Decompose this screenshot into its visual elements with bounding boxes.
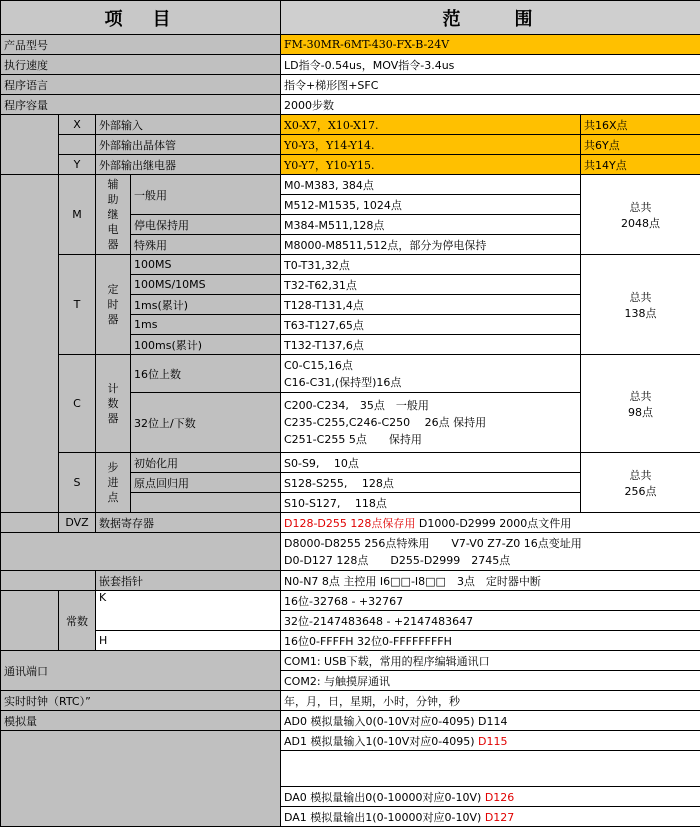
c-code: C <box>59 355 96 453</box>
language-label: 程序语言 <box>1 75 281 95</box>
analog-out0 <box>281 787 700 807</box>
analog-out1-text: DA1 模拟量输出1(0-10000对应0-10V) <box>284 811 485 824</box>
t-group-label <box>96 255 131 355</box>
row-capacity <box>1 95 700 115</box>
d-file-range: D1000-D2999 2000点文件用 <box>415 517 571 530</box>
t-group-char: 定 <box>99 282 127 297</box>
c-group-char: 器 <box>99 411 127 426</box>
m-item-range: M0-M383, 384点 <box>281 175 581 195</box>
s-item-range: S0-S9, 10点 <box>281 453 581 473</box>
register-group-blank <box>1 175 59 513</box>
language-value: 指令+梯形图+SFC <box>281 75 700 95</box>
d-blank-2 <box>1 533 281 571</box>
capacity-value: 2000步数 <box>281 95 700 115</box>
comm-label: 通讯端口 <box>1 651 281 691</box>
header-item: 项 目 <box>1 1 281 35</box>
m-code: M <box>59 175 96 255</box>
c-item-range <box>281 355 581 393</box>
m-group-char: 电 <box>99 222 127 237</box>
analog-out1-reg: D127 <box>485 811 514 824</box>
t-total <box>581 255 700 355</box>
row-language <box>1 75 700 95</box>
rtc-label: 实时时钟（RTC）” <box>1 691 281 711</box>
input-range: X0-X7，X10-X17. <box>281 115 581 135</box>
row-const-h <box>1 631 700 651</box>
analog-in0-reg: D114 <box>478 715 507 728</box>
m-total-line: 2048点 <box>584 215 697 231</box>
c-group-label <box>96 355 131 453</box>
s-group-char: 进 <box>99 475 127 490</box>
analog-in0-text: AD0 模拟量输入0(0-10V对应0-4095) <box>284 715 478 728</box>
t-group-char: 器 <box>99 312 127 327</box>
analog-in1-reg: D115 <box>478 735 507 748</box>
comm-line: COM2: 与触摸屏通讯 <box>281 671 700 691</box>
m-item-range: M512-M1535, 1024点 <box>281 195 581 215</box>
m-item-name: 一般用 <box>131 175 281 215</box>
analog-in1-text: AD1 模拟量输入1(0-10V对应0-4095) <box>284 735 478 748</box>
analog-label: 模拟量 <box>1 711 281 731</box>
const-k-range: 32位-2147483648 - +2147483647 <box>281 611 700 631</box>
t-item-range: T32-T62,31点 <box>281 275 581 295</box>
analog-out0-text: DA0 模拟量输出0(0-10000对应0-10V) <box>284 791 485 804</box>
model-value: FM-30MR-6MT-430-FX-B-24V <box>281 35 700 55</box>
comm-line: COM1: USB下载，常用的程序编辑通讯口 <box>281 651 700 671</box>
d-code: DVZ <box>59 513 96 533</box>
t-item-range: T0-T31,32点 <box>281 255 581 275</box>
row-input-x <box>1 115 700 135</box>
rtc-value: 年，月，日，星期，小时，分钟，秒 <box>281 691 700 711</box>
t-item-name: 100MS <box>131 255 281 275</box>
analog-out0-reg: D126 <box>485 791 514 804</box>
analog-blank <box>1 731 281 827</box>
row-comm-0 <box>1 651 700 671</box>
t-total-line: 总共 <box>584 289 697 305</box>
analog-out1 <box>281 807 700 827</box>
c-total <box>581 355 700 453</box>
const-h-range: 16位0-FFFFH 32位0-FFFFFFFFH <box>281 631 700 651</box>
t-code: T <box>59 255 96 355</box>
c-total-line: 98点 <box>584 404 697 420</box>
nest-blank <box>1 571 96 591</box>
s-group-char: 点 <box>99 490 127 505</box>
m-group-char: 器 <box>99 237 127 252</box>
s-item-name <box>131 493 281 513</box>
c-group-char: 计 <box>99 381 127 396</box>
capacity-label: 程序容量 <box>1 95 281 115</box>
m-item-range: M384-M511,128点 <box>281 215 581 235</box>
row-s-0 <box>1 453 700 473</box>
t-item-name: 100ms(累计) <box>131 335 281 355</box>
row-model <box>1 35 700 55</box>
output-transistor-code <box>59 135 96 155</box>
row-d-1 <box>1 533 700 571</box>
d-range-line3: D0-D127 128点 D255-D2999 2745点 <box>284 552 697 569</box>
input-total: 共16X点 <box>581 115 700 135</box>
output-relay-total: 共14Y点 <box>581 155 700 175</box>
const-k-range: 16位-32768 - +32767 <box>281 591 700 611</box>
d-range-line2: D8000-D8255 256点特殊用 V7-V0 Z7-Z0 16点变址用 <box>284 535 697 552</box>
t-total-line: 138点 <box>584 305 697 321</box>
t-item-name: 1ms <box>131 315 281 335</box>
analog-in1 <box>281 731 700 751</box>
m-item-range: M8000-M8511,512点，部分为停电保持 <box>281 235 581 255</box>
row-c-0 <box>1 355 700 393</box>
output-relay-range: Y0-Y7，Y10-Y15. <box>281 155 581 175</box>
m-group-char: 辅 <box>99 177 127 192</box>
io-group-blank <box>1 115 59 175</box>
s-item-range: S10-S127, 118点 <box>281 493 581 513</box>
row-d-0 <box>1 513 700 533</box>
c-total-line: 总共 <box>584 388 697 404</box>
output-transistor-name: 外部输出晶体管 <box>96 135 281 155</box>
const-h-code: H <box>96 631 281 651</box>
t-item-range: T128-T131,4点 <box>281 295 581 315</box>
d-blank <box>1 513 59 533</box>
s-total <box>581 453 700 513</box>
c-group-char: 数 <box>99 396 127 411</box>
m-group-label <box>96 175 131 255</box>
output-relay-name: 外部输出继电器 <box>96 155 281 175</box>
row-const-k-0 <box>1 591 700 611</box>
c-range-line: C235-C255,C246-C250 26点 保持用 <box>284 414 577 431</box>
const-blank <box>1 591 59 651</box>
s-total-line: 256点 <box>584 483 697 499</box>
s-item-name: 初始化用 <box>131 453 281 473</box>
input-code: X <box>59 115 96 135</box>
table-header-row <box>1 1 700 35</box>
const-label: 常数 <box>59 591 96 651</box>
d-name: 数据寄存器 <box>96 513 281 533</box>
row-speed <box>1 55 700 75</box>
row-output-transistor <box>1 135 700 155</box>
m-item-name: 停电保持用 <box>131 215 281 235</box>
row-analog-1 <box>1 731 700 751</box>
c-item-name: 16位上数 <box>131 355 281 393</box>
header-range: 范 围 <box>281 1 700 35</box>
s-code: S <box>59 453 96 513</box>
row-analog-0 <box>1 711 700 731</box>
t-item-name: 100MS/10MS <box>131 275 281 295</box>
output-relay-code: Y <box>59 155 96 175</box>
row-nest <box>1 571 700 591</box>
nest-range: N0-N7 8点 主控用 I6□□-I8□□ 3点 定时器中断 <box>281 571 700 591</box>
m-total-line: 总共 <box>584 199 697 215</box>
t-item-range: T132-T137,6点 <box>281 335 581 355</box>
m-group-char: 助 <box>99 192 127 207</box>
row-m-0 <box>1 175 700 195</box>
t-item-name: 1ms(累计) <box>131 295 281 315</box>
s-item-range: S128-S255, 128点 <box>281 473 581 493</box>
c-range-line: C251-C255 5点 保持用 <box>284 431 577 448</box>
nest-name: 嵌套指针 <box>96 571 281 591</box>
s-total-line: 总共 <box>584 467 697 483</box>
t-item-range: T63-T127,65点 <box>281 315 581 335</box>
d-retain-range: D128-D255 128点保存用 <box>284 517 415 530</box>
input-name: 外部输入 <box>96 115 281 135</box>
row-output-relay <box>1 155 700 175</box>
s-item-name: 原点回归用 <box>131 473 281 493</box>
analog-in0 <box>281 711 700 731</box>
s-group-char: 步 <box>99 460 127 475</box>
speed-label: 执行速度 <box>1 55 281 75</box>
output-transistor-range: Y0-Y3，Y14-Y14. <box>281 135 581 155</box>
analog-empty <box>281 751 700 787</box>
m-total <box>581 175 700 255</box>
row-rtc <box>1 691 700 711</box>
m-item-name: 特殊用 <box>131 235 281 255</box>
row-t-0 <box>1 255 700 275</box>
d-range-more <box>281 533 700 571</box>
output-transistor-total: 共6Y点 <box>581 135 700 155</box>
c-range-line: C0-C15,16点 <box>284 357 577 374</box>
c-range-line: C16-C31,(保持型)16点 <box>284 374 577 391</box>
speed-value: LD指令-0.54us，MOV指令-3.4us <box>281 55 700 75</box>
s-group-label <box>96 453 131 513</box>
d-range-line1 <box>281 513 700 533</box>
t-group-char: 时 <box>99 297 127 312</box>
m-group-char: 继 <box>99 207 127 222</box>
model-label: 产品型号 <box>1 35 281 55</box>
c-item-range <box>281 393 581 453</box>
const-k-code: K <box>96 591 281 631</box>
c-item-name: 32位上/下数 <box>131 393 281 453</box>
c-range-line: C200-C234, 35点 一般用 <box>284 397 577 414</box>
